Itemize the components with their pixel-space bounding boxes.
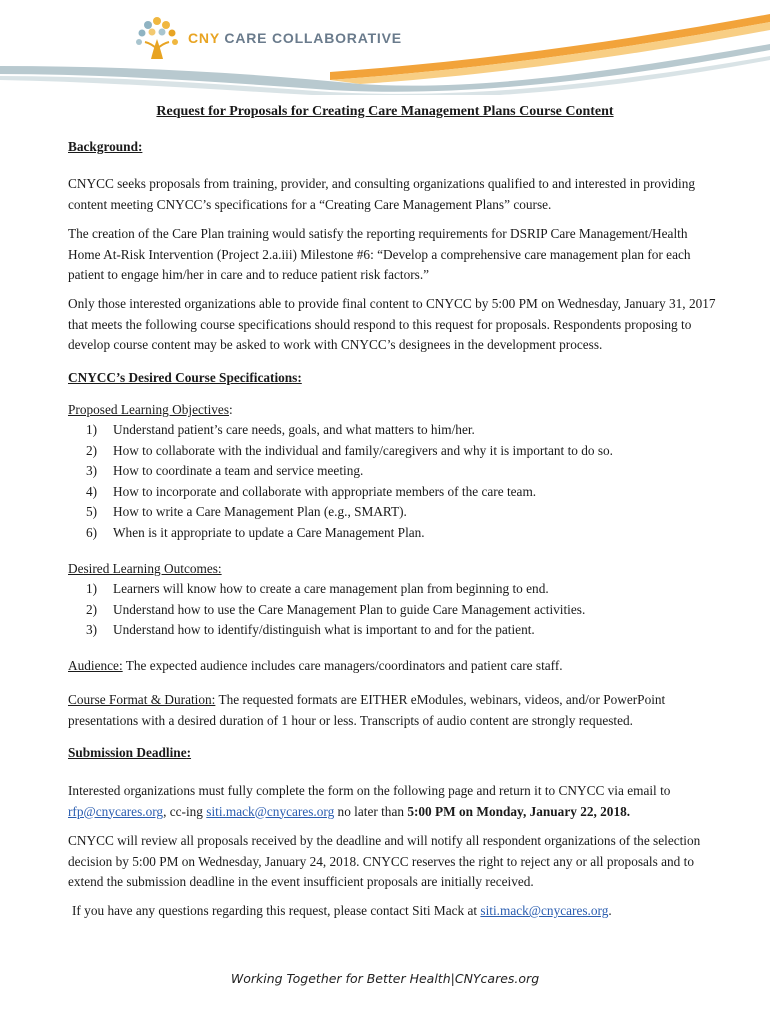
objectives-list — [86, 420, 613, 543]
background-heading: Background: — [68, 139, 143, 154]
list-item: 1) Understand patient’s care needs, goals, and what matters to him/her. — [86, 422, 475, 437]
list-item: 6) When is it appropriate to update a Care Management Plan. — [86, 524, 425, 540]
format-paragraph: Course Format & Duration: The requested formats are EITHER eModules, webinars, videos, and/or PowerPoint presentations with a desired duration of 1 hour or less. Transcripts of audio content are strongly requested. — [68, 692, 666, 728]
review-paragraph: CNYCC will review all proposals received by the deadline and will notify all respondent organizations of the selection decision by 5:00 PM on Wednesday, January 24, 2018. CNYCC reserves the right to reject any or all proposals and to extend the submission deadline in the event insufficient proposals are initially received. — [68, 833, 701, 889]
outcomes-label: Desired Learning Outcomes: — [68, 561, 222, 576]
tree-logo-icon — [131, 13, 183, 65]
background-paragraph-3: Only those interested organizations able to provide final content to CNYCC by 5:00 PM on Wednesday, January 31, 2017 that meets the following course specifications should respond to this request for proposals. Respondents proposing to develop course content may be asked to work with CNYCC’s designees in the development process. — [68, 296, 716, 352]
letterhead — [0, 0, 770, 95]
list-item: 2) How to collaborate with the individual and family/caregivers and why it is important to do so. — [86, 442, 614, 458]
header-swoosh — [0, 0, 770, 95]
contact-paragraph: If you have any questions regarding this request, please contact Siti Mack at siti.mack@cnycares.org. — [72, 903, 612, 918]
outcomes-list — [86, 579, 585, 641]
siti-email-link[interactable]: siti.mack@cnycares.org — [206, 803, 335, 819]
list-item: 3) Understand how to identify/distinguish what is important to and for the patient. — [86, 622, 535, 637]
contact-email-link[interactable]: siti.mack@cnycares.org — [480, 903, 609, 918]
background-paragraph-2: The creation of the Care Plan training would satisfy the reporting requirements for DSRIP Care Management/Health Home At-Risk Intervention (Project 2.a.iii) Milestone #6: “Develop a comprehensive care management plan for each patient to engage him/her in care and to reduce patient risk factors.” — [68, 226, 691, 282]
deadline-paragraph: Interested organizations must fully complete the form on the following page and return it to CNYCC via email to rfp@cnycares.org, cc-ing siti.mack@cnycares.org no later than 5:00 PM on Monday, January 22, 2018. — [68, 783, 671, 819]
footer-tagline: Working Together for Better Health|CNYcares.org — [230, 971, 540, 986]
specs-heading: CNYCC’s Desired Course Specifications: — [68, 370, 302, 385]
audience-paragraph: Audience: The expected audience includes care managers/coordinators and patient care staff. — [68, 658, 563, 673]
list-item: 2) Understand how to use the Care Management Plan to guide Care Management activities. — [86, 601, 586, 617]
list-item: 4) How to incorporate and collaborate with appropriate members of the care team. — [86, 483, 537, 499]
list-item: 5) How to write a Care Management Plan (e.g., SMART). — [86, 504, 407, 519]
brand-name: CNY CARE COLLABORATIVE — [188, 30, 402, 46]
list-item: 1) Learners will know how to create a care management plan from beginning to end. — [86, 581, 549, 596]
background-paragraph-1: CNYCC seeks proposals from training, provider, and consulting organizations qualified to and interested in providing content meeting CNYCC’s specifications for a “Creating Care Management Plans” course. — [68, 176, 696, 212]
deadline-heading: Submission Deadline: — [68, 745, 192, 760]
document-title: Request for Proposals for Creating Care Management Plans Course Content — [156, 104, 614, 119]
objectives-label: Proposed Learning Objectives: — [68, 402, 233, 417]
list-item: 3) How to coordinate a team and service meeting. — [86, 463, 364, 478]
rfp-email-link[interactable]: rfp@cnycares.org — [68, 803, 164, 819]
